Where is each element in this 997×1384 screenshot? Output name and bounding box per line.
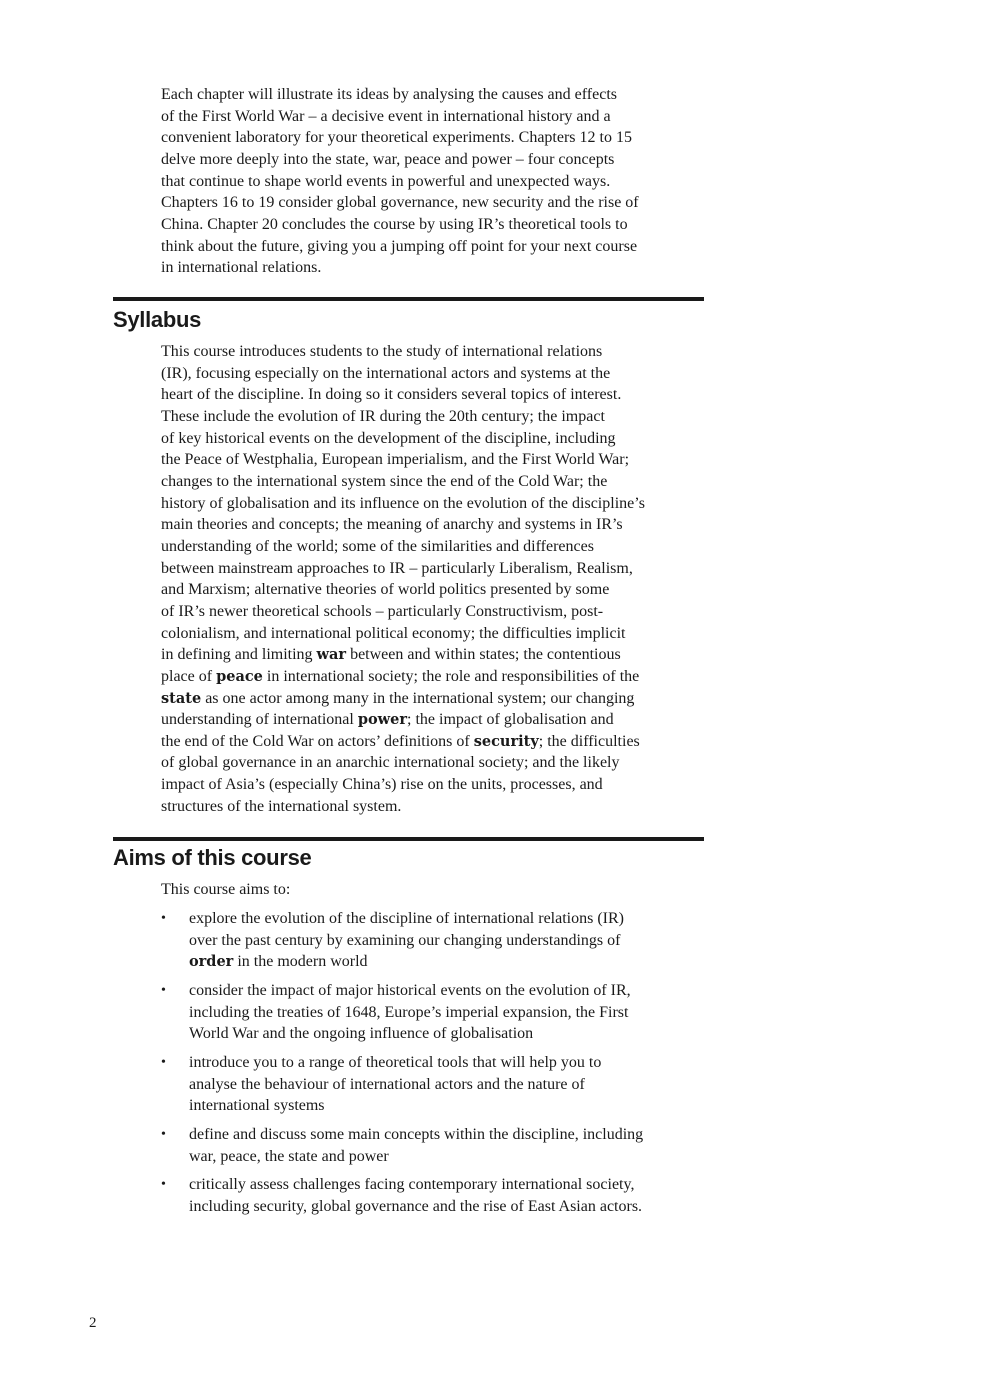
aims-intro-text: This course aims to: (161, 881, 291, 898)
text-segment: including security, global governance and the rise of East Asian actors. (189, 1197, 643, 1215)
text-segment: structures of the international system. (161, 797, 402, 815)
list-item-text (189, 908, 643, 973)
text-segment: main theories and concepts; the meaning of anarchy and systems in IR’s (161, 516, 623, 534)
text-segment: analyse the behaviour of international actors and the nature of (189, 1075, 585, 1093)
text-segment: history of globalisation and its influence on the evolution of the discipline’s (161, 494, 645, 512)
text-segment: of the First World War – a decisive event in international history and a (161, 107, 611, 125)
text-line (161, 171, 639, 193)
text-line (189, 980, 643, 1002)
text-line (161, 709, 645, 731)
text-segment: World War and the ongoing influence of globalisation (189, 1025, 534, 1043)
bold-keyword: security (473, 732, 539, 750)
bold-keyword: war (316, 646, 347, 664)
text-line (161, 149, 639, 171)
list-item-text (189, 1124, 643, 1167)
text-line (161, 257, 639, 279)
text-line (161, 536, 645, 558)
section-divider (113, 837, 704, 841)
text-segment: This course introduces students to the study of international relations (161, 343, 603, 360)
bullet-icon: • (161, 1177, 166, 1193)
text-line (189, 1146, 643, 1168)
text-segment: (IR), focusing especially on the international actors and systems at the (161, 364, 611, 382)
text-line (161, 214, 639, 236)
section-heading-syllabus: Syllabus (113, 307, 202, 332)
bullet-icon: • (161, 1054, 166, 1070)
list-item (161, 1174, 643, 1217)
text-segment: introduce you to a range of theoretical tools that will help you to (189, 1053, 602, 1071)
text-line (189, 951, 643, 973)
text-segment: place of (161, 667, 217, 685)
text-line (161, 796, 645, 818)
text-line (161, 731, 645, 753)
text-line (189, 1196, 643, 1218)
bullet-icon: • (161, 911, 166, 926)
text-segment: Chapters 16 to 19 consider global governance, new security and the rise of (161, 194, 639, 212)
text-segment: Each chapter will illustrate its ideas by analysing the causes and effects (161, 86, 617, 103)
text-segment: consider the impact of major historical events on the evolution of IR, (189, 981, 631, 999)
list-item (161, 1052, 643, 1117)
text-segment: explore the evolution of the discipline of international relations (IR) (189, 910, 624, 927)
text-line (189, 930, 643, 952)
text-line (161, 84, 639, 106)
text-line (161, 601, 645, 623)
text-line (161, 558, 645, 580)
text-segment: of global governance in an anarchic international society; and the likely (161, 754, 620, 772)
text-segment: ; the difficulties (538, 732, 640, 750)
text-segment: in international society; the role and responsibilities of the (262, 667, 640, 685)
text-segment: the end of the Cold War on actors’ definitions of (161, 732, 474, 750)
text-line (161, 666, 645, 688)
text-segment: delve more deeply into the state, war, peace and power – four concepts (161, 150, 615, 168)
text-segment: changes to the international system since the end of the Cold War; the (161, 472, 608, 490)
text-segment: impact of Asia’s (especially China’s) rise on the units, processes, and (161, 776, 603, 794)
list-item-text (189, 1052, 643, 1117)
aims-list (161, 908, 643, 1225)
syllabus-paragraph (161, 341, 645, 817)
text-line (161, 449, 645, 471)
bold-keyword: peace (216, 667, 263, 685)
text-segment: in the modern world (233, 953, 368, 971)
text-line (161, 406, 645, 428)
text-line (161, 471, 645, 493)
text-line (189, 1023, 643, 1045)
text-segment: the Peace of Westphalia, European imperialism, and the First World War; (161, 451, 630, 469)
text-line (189, 1174, 643, 1196)
text-segment: and Marxism; alternative theories of world politics presented by some (161, 581, 610, 599)
text-segment: convenient laboratory for your theoretical experiments. Chapters 12 to 15 (161, 129, 632, 147)
text-line (189, 1052, 643, 1074)
text-line (161, 644, 645, 666)
section-heading-aims: Aims of this course (113, 845, 312, 870)
text-segment: heart of the discipline. In doing so it considers several topics of interest. (161, 386, 622, 404)
text-line (161, 428, 645, 450)
text-line (189, 1002, 643, 1024)
text-segment: of key historical events on the development of the discipline, including (161, 429, 616, 447)
text-segment: colonialism, and international political economy; the difficulties implicit (161, 624, 626, 642)
text-line (189, 1074, 643, 1096)
page-number: 2 (89, 1315, 97, 1331)
text-segment: between mainstream approaches to IR – particularly Liberalism, Realism, (161, 559, 633, 577)
text-segment: between and within states; the contentious (346, 646, 621, 664)
intro-paragraph (161, 84, 639, 279)
text-line (189, 908, 643, 930)
text-segment: international systems (189, 1097, 325, 1115)
text-line (161, 514, 645, 536)
text-segment: think about the future, giving you a jumping off point for your next course (161, 237, 638, 255)
text-line (161, 623, 645, 645)
text-line (161, 192, 639, 214)
text-line (161, 688, 645, 710)
bold-keyword: state (161, 689, 202, 707)
list-item (161, 980, 643, 1045)
list-item (161, 908, 643, 973)
text-line (161, 752, 645, 774)
bold-keyword: power (357, 711, 408, 729)
text-line (189, 1124, 643, 1146)
text-segment: define and discuss some main concepts within the discipline, including (189, 1125, 644, 1143)
text-line (189, 1095, 643, 1117)
text-line (161, 774, 645, 796)
text-line (161, 236, 639, 258)
text-segment: critically assess challenges facing contemporary international society, (189, 1176, 635, 1194)
text-segment: including the treaties of 1648, Europe’s imperial expansion, the First (189, 1003, 629, 1021)
text-line (161, 127, 639, 149)
list-item-text (189, 1174, 643, 1217)
text-segment: war, peace, the state and power (189, 1147, 389, 1165)
list-item (161, 1124, 643, 1167)
text-line (161, 579, 645, 601)
text-segment: in international relations. (161, 259, 322, 277)
text-segment: in defining and limiting (161, 646, 317, 664)
bullet-icon: • (161, 982, 166, 998)
text-line (161, 341, 645, 363)
text-segment: These include the evolution of IR during the 20th century; the impact (161, 407, 605, 425)
text-line (161, 493, 645, 515)
text-segment: China. Chapter 20 concludes the course by using IR’s theoretical tools to (161, 215, 628, 233)
text-segment: of IR’s newer theoretical schools – particularly Constructivism, post- (161, 602, 604, 620)
bullet-icon: • (161, 1126, 166, 1142)
section-divider (113, 297, 704, 301)
text-segment: ; the impact of globalisation and (407, 711, 614, 729)
text-segment: over the past century by examining our changing understandings of (189, 931, 621, 949)
text-line (161, 384, 645, 406)
text-segment: that continue to shape world events in powerful and unexpected ways. (161, 172, 611, 190)
text-line (161, 106, 639, 128)
aims-intro (161, 879, 290, 901)
text-segment: understanding of international (161, 711, 358, 729)
text-line (161, 363, 645, 385)
text-segment: understanding of the world; some of the similarities and differences (161, 537, 594, 555)
text-segment: as one actor among many in the international system; our changing (201, 689, 635, 707)
bold-keyword: order (189, 953, 234, 971)
list-item-text (189, 980, 643, 1045)
